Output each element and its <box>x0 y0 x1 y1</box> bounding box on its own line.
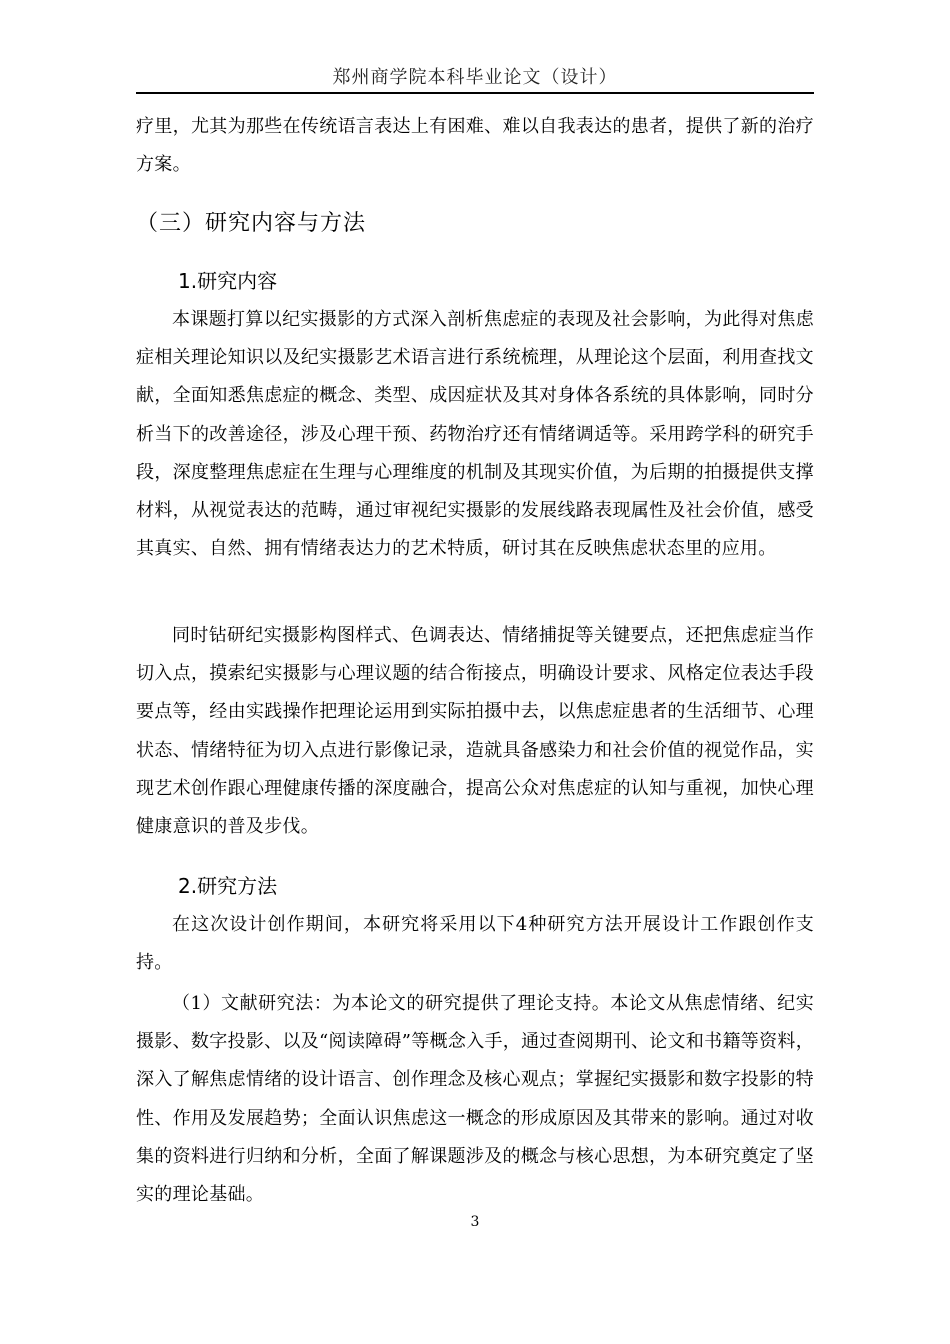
research-methods-intro: 在这次设计创作期间，本研究将采用以下4种研究方法开展设计工作跟创作支持。 <box>136 914 814 974</box>
intro-paragraph: 疗里，尤其为那些在传统语言表达上有困难、难以自我表达的患者，提供了新的治疗方案。 <box>136 116 814 176</box>
research-methods-heading: 2.研究方法 <box>178 874 278 898</box>
research-content-heading: 1.研究内容 <box>178 269 278 293</box>
page-header-title: 郑州商学院本科毕业论文（设计） <box>332 67 618 88</box>
header-divider <box>136 92 814 94</box>
section-heading: （三）研究内容与方法 <box>136 211 367 236</box>
page-number: 3 <box>470 1214 480 1230</box>
literature-research-method: （1）文献研究法：为本论文的研究提供了理论支持。本论文从焦虑情绪、纪实摄影、数字投影、以及“阅读障碍”等概念入手，通过查阅期刊、论文和书籍等资料，深入了解焦虑情绪的设计语言、创作理念及核心观点；掌握纪实摄影和数字投影的特性、作用及发展趋势；全面认识焦虑这一概念的形成原因及其带来的影响。通过对收集的资料进行归纳和分析，全面了解课题涉及的概念与核心思想，为本研究奠定了坚实的理论基础。 <box>136 993 814 1206</box>
research-content-paragraph-1: 本课题打算以纪实摄影的方式深入剖析焦虑症的表现及社会影响，为此得对焦虑症相关理论知识以及纪实摄影艺术语言进行系统梳理，从理论这个层面，利用查找文献，全面知悉焦虑症的概念、类型、成因症状及其对身体各系统的具体影响，同时分析当下的改善途径，涉及心理干预、药物治疗还有情绪调适等。采用跨学科的研究手段，深度整理焦虑症在生理与心理维度的机制及其现实价值，为后期的拍摄提供支撑材料，从视觉表达的范畴，通过审视纪实摄影的发展线路表现属性及社会价值，感受其真实、自然、拥有情绪表达力的艺术特质，研讨其在反映焦虑状态里的应用。 <box>136 309 814 560</box>
research-content-paragraph-2: 同时钻研纪实摄影构图样式、色调表达、情绪捕捉等关键要点，还把焦虑症当作切入点，摸索纪实摄影与心理议题的结合衔接点，明确设计要求、风格定位表达手段要点等，经由实践操作把理论运用到实际拍摄中去，以焦虑症患者的生活细节、心理状态、情绪特征为切入点进行影像记录，造就具备感染力和社会价值的视觉作品，实现艺术创作跟心理健康传播的深度融合，提高公众对焦虑症的认知与重视，加快心理健康意识的普及步伐。 <box>136 625 814 838</box>
